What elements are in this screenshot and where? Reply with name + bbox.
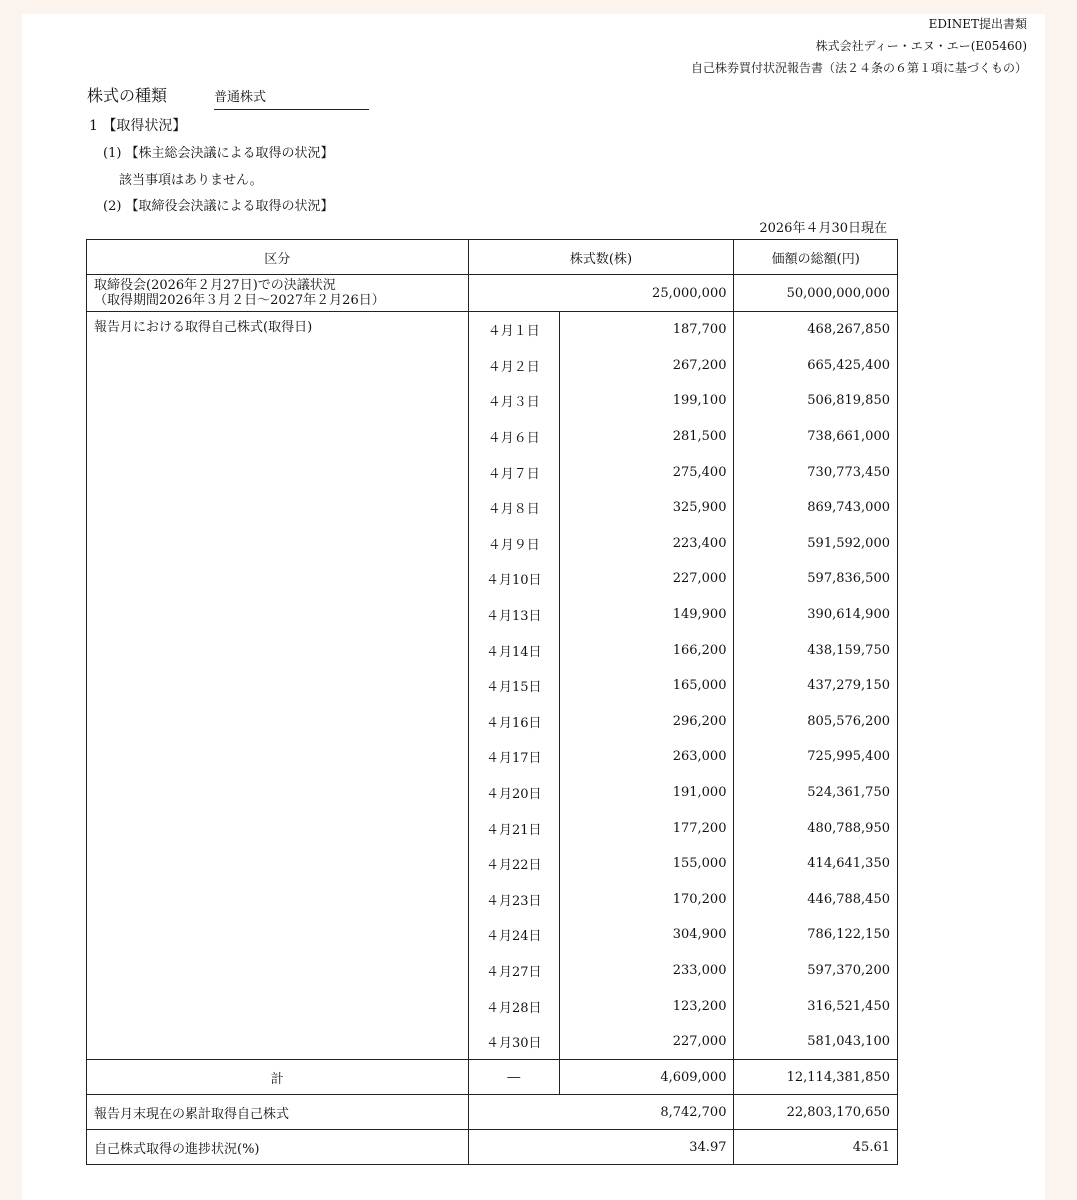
progress-row	[87, 1130, 898, 1165]
acquisition-amount: 869,743,000	[734, 490, 898, 526]
total-row	[87, 1060, 898, 1095]
acquisition-shares: 187,700	[560, 312, 734, 348]
acquisition-shares: 296,200	[560, 704, 734, 740]
subsection-1-title: (1) 【株主総会決議による取得の状況】	[103, 146, 334, 161]
acquisition-amount: 597,370,200	[734, 953, 898, 989]
total-amount: 12,114,381,850	[734, 1060, 898, 1095]
acquisition-date: ４月23日	[468, 882, 560, 918]
acquisition-amount: 414,641,350	[734, 846, 898, 882]
acquisition-amount: 738,661,000	[734, 419, 898, 455]
acquisition-date: ４月30日	[468, 1024, 560, 1060]
acquisition-date: ４月21日	[468, 810, 560, 846]
acquisition-amount: 437,279,150	[734, 668, 898, 704]
acquisition-amount: 597,836,500	[734, 561, 898, 597]
acquisition-shares: 170,200	[560, 882, 734, 918]
as-of-date: 2026年４月30日現在	[759, 221, 887, 236]
acquisition-shares: 177,200	[560, 810, 734, 846]
acquisition-shares: 227,000	[560, 561, 734, 597]
cumulative-label: 報告月末現在の累計取得自己株式	[87, 1095, 469, 1130]
cumulative-row	[87, 1095, 898, 1130]
resolution-label: 取締役会(2026年２月27日)での決議状況 （取得期間2026年３月２日～2027年２月26日）	[87, 275, 469, 312]
acquisition-date: ４月15日	[468, 668, 560, 704]
acquisition-shares: 223,400	[560, 526, 734, 562]
stock-kind-label: 株式の種類	[87, 86, 168, 105]
acquisition-amount: 805,576,200	[734, 704, 898, 740]
acquisition-date: ４月２日	[468, 348, 560, 384]
acquisition-date: ４月１日	[468, 312, 560, 348]
acquisition-amount: 581,043,100	[734, 1024, 898, 1060]
acquisition-date: ４月22日	[468, 846, 560, 882]
document-page	[22, 14, 1045, 1200]
header-shares: 株式数(株)	[468, 240, 734, 275]
acquisition-date: ４月８日	[468, 490, 560, 526]
acquisition-date: ４月24日	[468, 917, 560, 953]
acquisition-shares: 166,200	[560, 632, 734, 668]
resolution-amount: 50,000,000,000	[734, 275, 898, 312]
daily-rows	[87, 312, 898, 1060]
acquisition-date: ４月６日	[468, 419, 560, 455]
acquisition-amount: 390,614,900	[734, 597, 898, 633]
acquisition-date: ４月13日	[468, 597, 560, 633]
acquisition-amount: 591,592,000	[734, 526, 898, 562]
monthly-acquisition-label: 報告月における取得自己株式(取得日)	[87, 312, 469, 1060]
resolution-shares: 25,000,000	[468, 275, 734, 312]
acquisition-shares: 149,900	[560, 597, 734, 633]
acquisition-amount: 665,425,400	[734, 348, 898, 384]
progress-shares: 34.97	[468, 1130, 734, 1165]
acquisition-shares: 165,000	[560, 668, 734, 704]
subsection-2-title: (2) 【取締役会決議による取得の状況】	[103, 199, 334, 214]
acquisition-amount: 506,819,850	[734, 383, 898, 419]
acquisition-shares: 325,900	[560, 490, 734, 526]
header-category: 区分	[87, 240, 469, 275]
total-label: 計	[87, 1060, 469, 1095]
acquisition-date: ４月20日	[468, 775, 560, 811]
acquisition-amount: 446,788,450	[734, 882, 898, 918]
stock-kind-value: 普通株式	[214, 86, 369, 110]
acquisition-date: ４月９日	[468, 526, 560, 562]
acquisition-amount: 524,361,750	[734, 775, 898, 811]
acquisition-date: ４月17日	[468, 739, 560, 775]
header-report-title: 自己株券買付状況報告書（法２４条の６第１項に基づくもの）	[690, 61, 1027, 75]
acquisition-table	[86, 239, 898, 1165]
acquisition-amount: 480,788,950	[734, 810, 898, 846]
acquisition-shares: 123,200	[560, 988, 734, 1024]
acquisition-amount: 725,995,400	[734, 739, 898, 775]
acquisition-shares: 199,100	[560, 383, 734, 419]
acquisition-shares: 304,900	[560, 917, 734, 953]
acquisition-date: ４月14日	[468, 632, 560, 668]
acquisition-amount: 786,122,150	[734, 917, 898, 953]
acquisition-amount: 316,521,450	[734, 988, 898, 1024]
acquisition-shares: 281,500	[560, 419, 734, 455]
table-row	[87, 312, 898, 348]
total-shares: 4,609,000	[560, 1060, 734, 1095]
subsection-1-note: 該当事項はありません。	[119, 173, 263, 188]
acquisition-shares: 267,200	[560, 348, 734, 384]
table-header-row	[87, 240, 898, 275]
acquisition-date: ４月７日	[468, 454, 560, 490]
acquisition-shares: 275,400	[560, 454, 734, 490]
acquisition-shares: 155,000	[560, 846, 734, 882]
section-title: 1 【取得状況】	[89, 118, 187, 134]
acquisition-date: ４月10日	[468, 561, 560, 597]
progress-label: 自己株式取得の進捗状況(%)	[87, 1130, 469, 1165]
header-company: 株式会社ディー・エヌ・エー(E05460)	[815, 39, 1027, 53]
acquisition-amount: 730,773,450	[734, 454, 898, 490]
acquisition-date: ４月27日	[468, 953, 560, 989]
acquisition-shares: 263,000	[560, 739, 734, 775]
acquisition-date: ４月16日	[468, 704, 560, 740]
total-date: ―	[468, 1060, 560, 1095]
acquisition-shares: 191,000	[560, 775, 734, 811]
acquisition-date: ４月３日	[468, 383, 560, 419]
acquisition-amount: 438,159,750	[734, 632, 898, 668]
acquisition-amount: 468,267,850	[734, 312, 898, 348]
acquisition-shares: 227,000	[560, 1024, 734, 1060]
acquisition-date: ４月28日	[468, 988, 560, 1024]
progress-amount: 45.61	[734, 1130, 898, 1165]
cumulative-amount: 22,803,170,650	[734, 1095, 898, 1130]
header-doc-type: EDINET提出書類	[928, 17, 1027, 31]
cumulative-shares: 8,742,700	[468, 1095, 734, 1130]
header-amount: 価額の総額(円)	[734, 240, 898, 275]
acquisition-shares: 233,000	[560, 953, 734, 989]
resolution-row	[87, 275, 898, 312]
